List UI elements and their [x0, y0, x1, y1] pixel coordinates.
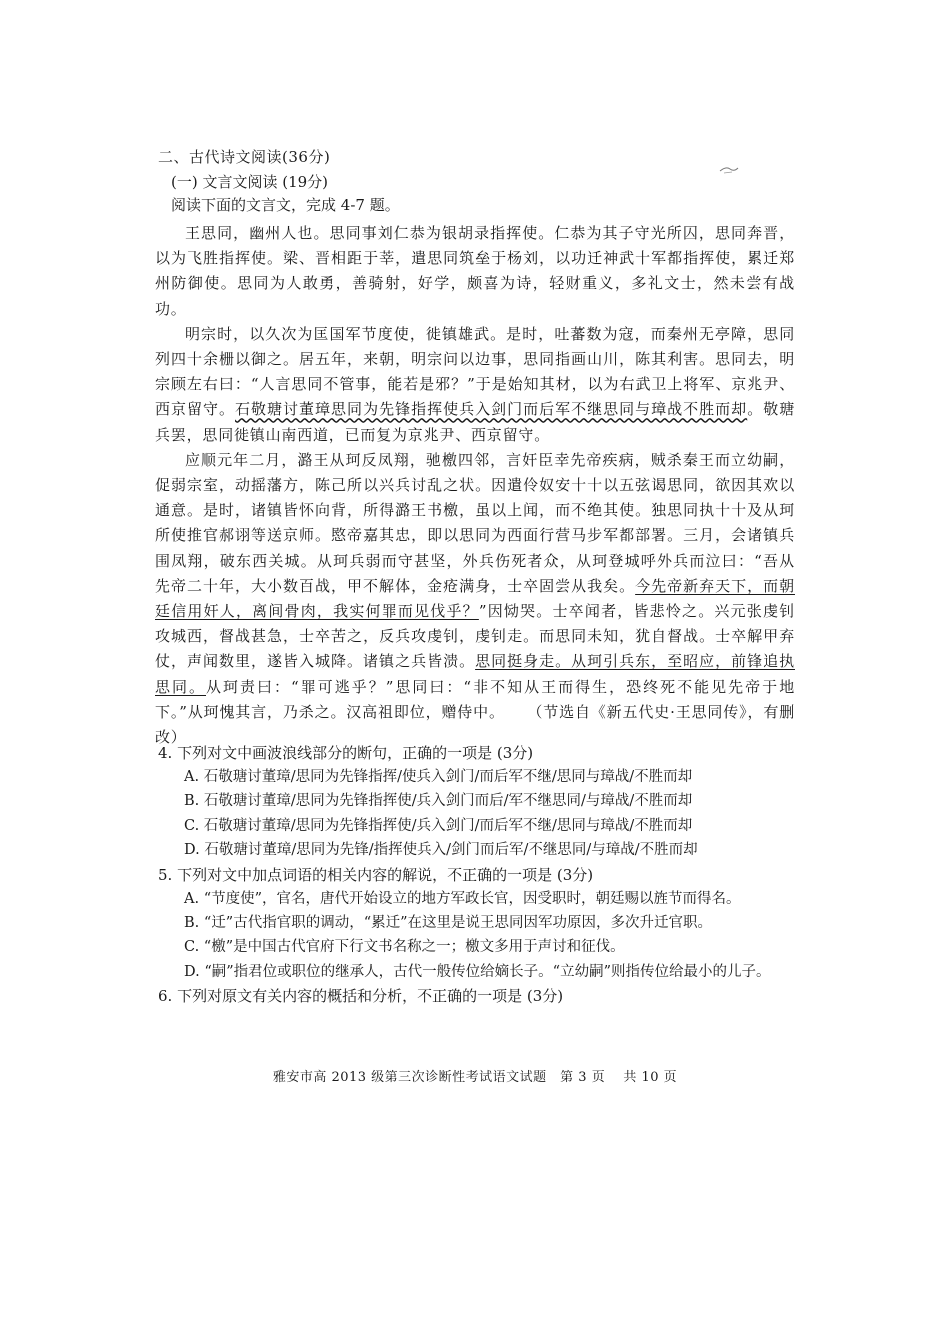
underlined-sentence-1: 今先帝新弃天下，而朝廷信用奸人，离间骨肉，我实何罪而见伐乎？ [155, 576, 795, 621]
question-4-option-a: A. 石敬瑭讨董璋/思同为先锋指挥/使兵入剑门/而后军不继/思同与璋战/不胜而却 [184, 769, 693, 785]
p2-text-after: 。敬瑭兵罢，思同徙镇山南西道，已而复为京兆尹、西京留守。 [155, 400, 795, 444]
question-6-stem: 6. 下列对原文有关内容的概括和分析，不正确的一项是 (3分) [158, 987, 564, 1006]
section-title: 二、古代诗文阅读(36分) [158, 148, 331, 166]
passage-paragraph-1: 王思同，幽州人也。思同事刘仁恭为银胡录指挥使。仁恭为其子守光所囚，思同奔晋，以为飞胜指挥使。梁、晋相距于莘，遣思同筑垒于杨刘，以功迁神武十军都指挥使，累迁郑州防御使。思同为人敢勇，善骑射，好学，颇喜为诗，轻财重义，多礼文士，然未尝有战功。 [155, 224, 795, 318]
question-5-option-b: B. “迁”古代指官职的调动，“累迁”在这里是说王思同因军功原因，多次升迁官职。 [184, 915, 713, 932]
page-footer: 雅安市高 2013 级第三次诊断性考试语文试题 第 3 页 共 10 页 [272, 1070, 678, 1085]
scan-smudge [718, 163, 740, 175]
p3-text-c: 从珂责曰：“罪可逃乎？”思同曰：“非不知从王而得生，恐终死不能见先帝于地下。”从珂愧其言，乃杀之。汉高祖即位，赠侍中。 [155, 677, 795, 721]
p3-text-a: 应顺元年二月，潞王从珂反凤翔，驰檄四邻，言奸臣幸先帝疾病，贼杀秦王而立幼嗣，促弱宗室，动摇藩方，陈己所以兴兵讨乱之状。因遣伶奴安十十以五弦谒思同，欲因其欢以通意。是时，诸镇皆怀向背，所得潞王书檄，虽以上闻，而不绝其使。独思同执十十及从珂所使推官郝诩等送京师。愍帝嘉其忠，即以思同为西面行营马步军都部署。三月，会诸镇兵围凤翔，破东西关城。从珂兵弱而守甚坚，外兵伤死者众，从珂登城呼外兵而泣曰：“吾从先帝二十年，大小数百战，甲不解体，金疮满身，士卒固尝从我矣。 [155, 450, 795, 595]
underlined-sentence-2: 思同挺身走。从珂引兵东，至昭应，前锋追执思同。 [155, 652, 795, 696]
passage-paragraph-2 [155, 322, 795, 448]
question-4-option-b: B. 石敬瑭讨董璋/思同为先锋指挥使/兵入剑门而后/军不继思同/与璋战/不胜而却 [184, 793, 693, 810]
subsection-title: (一) 文言文阅读 (19分) [171, 173, 329, 191]
reading-instruction: 阅读下面的文言文，完成 4-7 题。 [171, 196, 400, 214]
question-list [158, 741, 798, 1008]
passage-source: （节选自《新五代史·王思同传》，有删改） [155, 702, 796, 747]
question-4-option-c: C. 石敬瑭讨董璋/思同为先锋指挥使/兵入剑门/而后军不继/思同与璋战/不胜而却 [184, 817, 693, 834]
p3-text-b: ”因恸哭。士卒闻者，皆悲怜之。兴元张虔钊攻城西，督战甚急，士卒苦之，反兵攻虔钊，虔钊走。而思同未知，犹自督战。士卒解甲弃仗，声闻数里，遂皆入城降。诸镇之兵皆溃。 [155, 602, 795, 671]
question-4-stem: 4. 下列对文中画波浪线部分的断句，正确的一项是 (3分) [158, 744, 534, 762]
p2-text-before: 明宗时，以久次为匡国军节度使，徙镇雄武。是时，吐蕃数为寇，而秦州无亭障，思同列四十余栅以御之。居五年，来朝，明宗问以边事，思同指画山川，陈其利害。思同去，明宗顾左右曰：“人言思同不管事，能若是邪？”于是始知其材，以为右武卫上将军、京兆尹、西京留守。 [155, 324, 795, 419]
question-5-option-d: D. “嗣”指君位或职位的继承人，古代一般传位给嫡长子。“立幼嗣”则指传位给最小的儿子。 [184, 963, 771, 980]
wavy-underlined-sentence: 石敬瑭讨董璋思同为先锋指挥使兵入剑门而后军不继思同与璋战不胜而却 [235, 400, 748, 419]
passage-paragraph-3 [155, 448, 795, 750]
question-5-option-a: A. “节度使”，官名，唐代开始设立的地方军政长官，因受职时，朝廷赐以旌节而得名。 [184, 890, 741, 907]
classical-passage [155, 221, 795, 750]
question-5-stem: 5. 下列对文中加点词语的相关内容的解说，不正确的一项是 (3分) [158, 865, 594, 884]
question-4-option-d: D. 石敬瑭讨董璋/思同为先锋/指挥使兵入/剑门而后军/不继思同/与璋战/不胜而却 [184, 842, 698, 859]
question-5-option-c: C. “檄”是中国古代官府下行文书名称之一；檄文多用于声讨和征伐。 [184, 939, 625, 956]
